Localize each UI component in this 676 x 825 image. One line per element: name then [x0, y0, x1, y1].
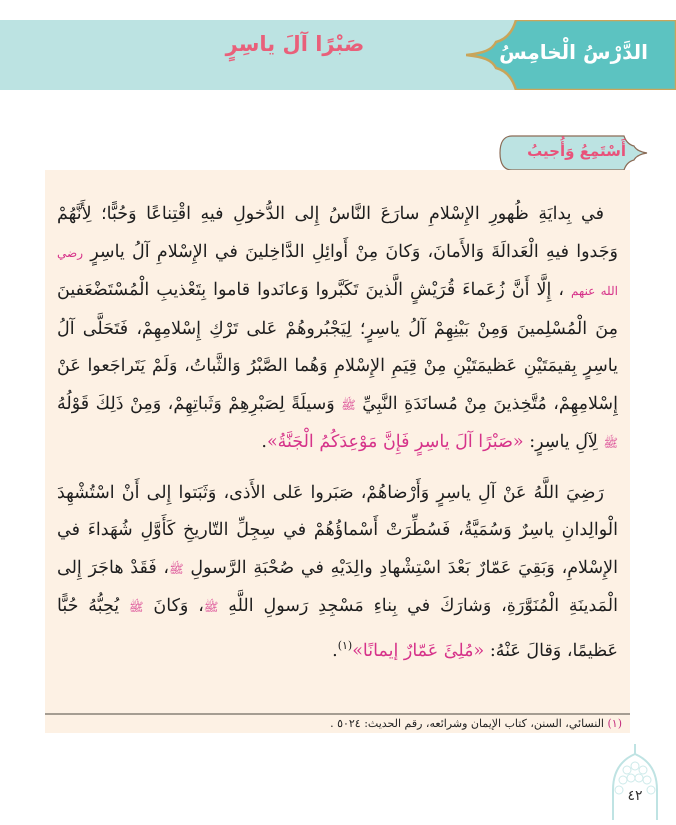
paragraph-text: في بِدايَةِ ظُهورِ الإِسْلامِ سارَعَ النَّاسُ إِلى الدُّخولِ فيهِ اقْتِناعًا وَحُبًّا؛ لِأَنَّهُمْ وَجَدوا فيهِ الْعَدالَةَ وَالأَمانَ، وَكانَ مِنْ أَوائِلِ الدَّاخِلينَ في الإِسْلامِ آلُ ياسِرٍ [57, 204, 618, 262]
paragraph-text: ، إِلَّا أَنَّ زُعَماءَ قُرَيْشٍ الَّذينَ تَكَبَّروا وَعانَدوا قاموا بِتَعْذيبِ الْمُسْتَضْعَفينَ مِنَ الْمُسْلِمينَ وَمِنْ بَيْنِهِمْ آلُ ياسِرٍ؛ لِيَجْبُروهُمْ عَلى تَرْكِ إِسْلامِهِمْ، فَتَحَلَّى آلُ ياسِرٍ بِقيمَتَيْنِ عَظيمَتَيْنِ مِنْ قِيَمِ الإِسْلامِ وَهُما الصَّبْرُ وَالثَّباتُ، وَلَمْ يَتَراجَعوا عَنْ إِسْلامِهِمْ، مُتَّخِذينَ مِنْ مُسانَدَةِ النَّبِيِّ [57, 280, 618, 414]
paragraph-2 [45, 475, 630, 670]
paragraph-1 [45, 196, 630, 463]
paragraph-text: وَسيلَةً لِصَبْرِهِمْ وَثَباتِهِمْ، وَمِنْ ذَلِكَ قَوْلُهُ [57, 393, 335, 414]
lesson-label: الدَّرْسُ الْخامِسُ [499, 40, 648, 64]
hadith-quote: «صَبْرًا آلَ ياسِرٍ فَإِنَّ مَوْعِدَكُمُ الْجَنَّةُ» [266, 432, 524, 452]
honorific-icon: رضي الله عنهم [57, 245, 618, 298]
period: . [261, 432, 267, 452]
listen-answer-badge [498, 134, 648, 172]
page-number: ٤٢ [627, 788, 643, 804]
lesson-tab [466, 20, 676, 90]
footnote-number: (١) [607, 717, 622, 730]
footnote-reference[interactable]: (١) [337, 638, 353, 652]
honorific-icon: ﷺ [129, 600, 144, 614]
footnote-text: النسائي، السنن، كتاب الإيمان وشرائعه، رقم الحديث: ٥٠٢٤ . [330, 717, 604, 730]
honorific-icon: ﷺ [169, 561, 184, 576]
period: . [332, 640, 338, 661]
honorific-icon: ﷺ [203, 600, 219, 614]
paragraph-text: ، فَقَدْ هاجَرَ إِلى الْمَدينَةِ الْمُنَوَّرَةِ، وَشارَكَ في بِناءِ مَسْجِدِ رَسولِ اللَّهِ [57, 557, 618, 616]
paragraph-text: لِآلِ ياسِرٍ: [529, 432, 598, 452]
honorific-icon: ﷺ [603, 436, 618, 450]
reading-passage [45, 170, 630, 733]
paragraph-text: رَضِيَ اللَّهُ عَنْ آلِ ياسِرٍ وَأَرْضاهُمْ، صَبَروا عَلى الأَذى، وَثَبَتوا إِلى أَنْ اسْتُشْهِدَ الْوالِدانِ ياسِرٌ وَسُمَيَّةُ، فَسُطِّرَتْ أَسْماؤُهُمْ في سِجِلِّ التّاريخِ كَأَوَّلِ شُهَداءَ في الإِسْلامِ، وَبَقِيَ عَمّارٌ بَعْدَ اسْتِشْهادِ والِدَيْهِ في صُحْبَةِ الرَّسولِ [57, 482, 619, 578]
paragraph-text: ، وَكانَ [153, 596, 204, 616]
paragraph-text: يُحِبُّهُ حُبًّا عَظيمًا، وَقالَ عَنْهُ: [57, 596, 618, 661]
dome-ornament-icon [605, 742, 665, 822]
honorific-icon: ﷺ [341, 397, 356, 412]
hadith-quote: «مُلِئَ عَمّارٌ إيمانًا» [352, 640, 485, 661]
footnote [330, 717, 622, 730]
badge-label: أَسْتَمِعُ وَأُجيبُ [527, 142, 626, 160]
footnote-divider [45, 713, 630, 715]
lesson-title: صَبْرًا آلَ ياسِرٍ [225, 32, 365, 56]
